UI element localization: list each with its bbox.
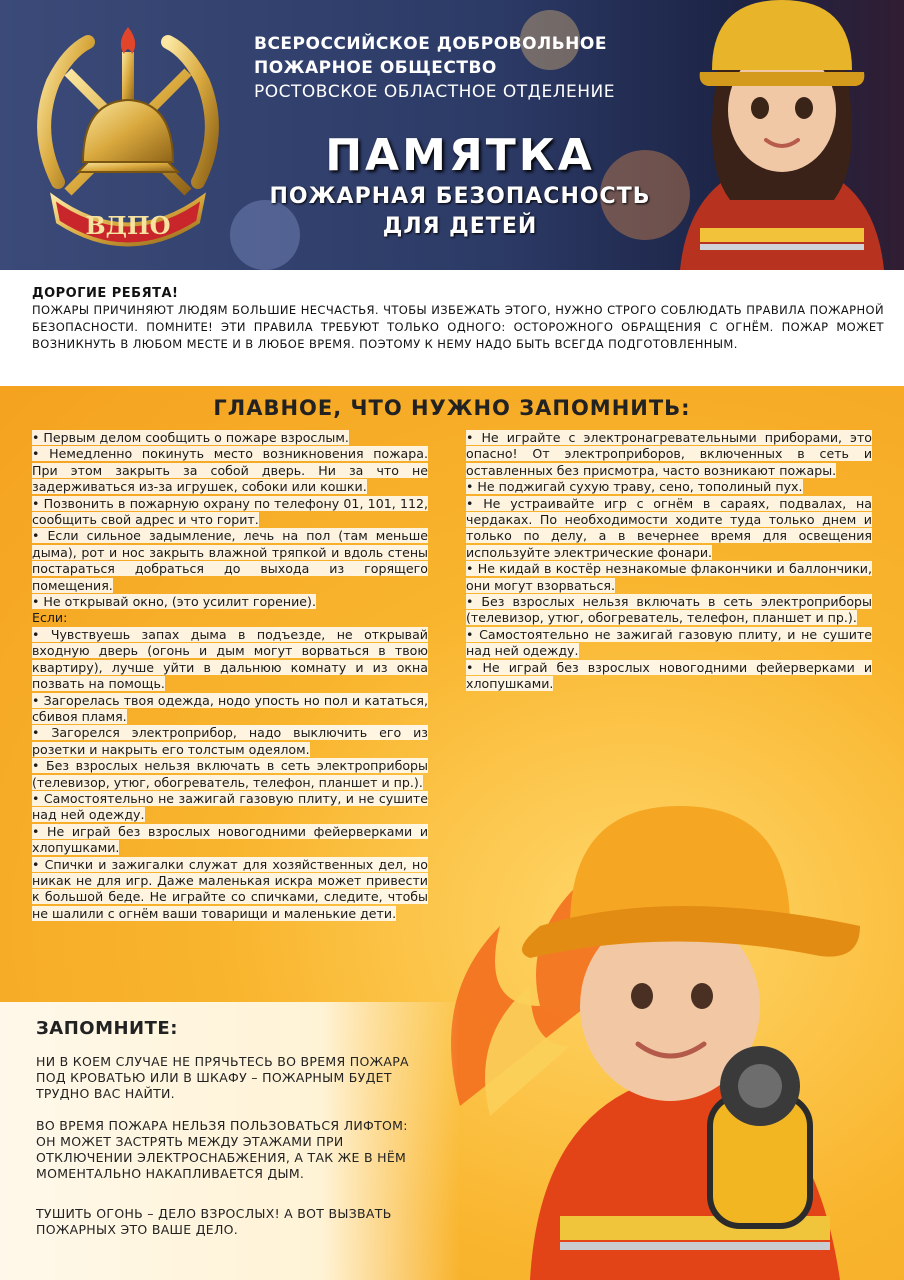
rule-item: • Не играй без взрослых новогодними фейерверками и хлопушками. [466,659,872,692]
rule-subheading: Если: [32,610,68,626]
rule-item: • Немедленно покинуть место возникновения пожара. При этом закрыть за собой дверь. Ни за что не задерживаться из-за игрушек, собоки или кошки. [32,446,428,495]
rule-item: • Не поджигай сухую траву, сено, тополиный пух. [466,479,803,495]
rule-item: • Если сильное задымление, лечь на пол (там меньше дыма), рот и нос закрыть влажной тряпкой и вдоль стены постараться добраться до выхода из горящего помещения. [32,528,428,593]
page-subtitle-line-1: ПОЖАРНАЯ БЕЗОПАСНОСТЬ [269,184,651,209]
org-line-3: РОСТОВСКОЕ ОБЛАСТНОЕ ОТДЕЛЕНИЕ [254,82,615,102]
remember-box [0,1002,460,1280]
intro-section [0,270,904,386]
rule-item: • Самостоятельно не зажигай газовую плиту, и не сушите над ней одежду. [466,626,872,659]
vdpo-emblem-icon [28,22,228,262]
rule-item: • Загорелся электроприбор, надо выключить его из розетки и накрыть его толстым одеялом. [32,725,428,757]
rule-item: • Первым делом сообщить о пожаре взрослым. [32,430,349,445]
org-line-2: ПОЖАРНОЕ ОБЩЕСТВО [254,58,497,78]
rule-item: • Загорелась твоя одежда, нодо упость но пол и кататься, сбивоя плaмя. [32,692,428,724]
page-subtitle-line-2: ДЛЯ ДЕТЕЙ [382,214,538,239]
remember-paragraph-3: ТУШИТЬ ОГОНЬ – ДЕЛО ВЗРОСЛЫХ! А ВОТ ВЫЗВАТЬ ПОЖАРНЫХ ЭТО ВАШЕ ДЕЛО. [36,1206,392,1237]
section-title: ГЛАВНОЕ, ЧТО НУЖНО ЗАПОМНИТЬ: [213,396,691,420]
rule-item: • Не играйте с электронагревательными приборами, это опасно! От электроприборов, включенных в сеть и оставленных без присмотра, часто возникают пожары. [466,430,872,478]
rules-left-column [32,430,428,922]
remember-heading: ЗАПОМНИТЕ: [36,1018,178,1039]
svg-text:ВДПО: ВДПО [85,211,171,240]
girl-firefighter-illustration [660,0,904,270]
page-title-block [230,130,690,242]
rule-item: • Чувствуешь запах дыма в подъезде, не открывай входную дверь (огонь и дым могут ворваться в твою квартиру), лучше уйти в дальнюю комнату и из окна позвать на помощь. [32,626,428,692]
rule-item: • Не играй без взрослых новогодними фейерверками и хлопушками. [32,823,428,856]
rule-item: • Не устраивайте игр с огнём в сараях, подвалах, на чердаках. По необходимости ходите туда только днем и только по делу, а в вечернее время для освещения используйте электрические фонари. [466,495,872,560]
rule-item: • Позвонить в пожарную охрану по телефону 01, 101, 112, сообщить свой адрес и что горит. [32,495,428,528]
page-title: ПАМЯТКА [325,130,595,181]
intro-text: ПОЖАРЫ ПРИЧИНЯЮТ ЛЮДЯМ БОЛЬШИЕ НЕСЧАСТЬЯ. ЧТОБЫ ИЗБЕЖАТЬ ЭТОГО, НУЖНО СТРОГО СОБЛЮДАТЬ ПРАВИЛА ПОЖАРНОЙ БЕЗОПАСНОСТИ. ПОМНИТЕ! ЭТИ ПРАВИЛА ТРЕБУЮТ ТОЛЬКО ОДНОГО: ОСТОРОЖНОГО ОБРАЩЕНИЯ С ОГНЁМ. ПОЖАР МОЖЕТ ВОЗНИКНУТЬ В ЛЮБОМ МЕСТЕ И В ЛЮБОЕ ВРЕМЯ. ПОЭТОМУ К НЕМУ НАДО БЫТЬ ВСЕГДА ПОДГОТОВЛЕННЫМ. [32,303,884,351]
rule-item: • Самостоятельно не зажигай газовую плиту, и не сушите над ней одежду. [32,790,428,823]
main-section [0,386,904,1280]
rule-item: • Не открывай окно, (это усилит горение). [32,594,316,610]
intro-heading: ДОРОГИЕ РЕБЯТА! [32,286,179,301]
remember-paragraph-1: НИ В КОЕМ СЛУЧАЕ НЕ ПРЯЧЬТЕСЬ ВО ВРЕМЯ ПОЖАРА ПОД КРОВАТЬЮ ИЛИ В ШКАФУ – ПОЖАРНЫМ БУДЕТ ТРУДНО ВАС НАЙТИ. [36,1054,409,1101]
boy-firefighter-illustration [420,776,904,1280]
organization-name [254,32,615,104]
rule-item: • Без взрослых нельзя включать в сеть электроприборы (телевизор, утюг, обогреватель, телефон, планшет и пр.). [466,594,872,626]
rule-item: • Не кидай в костёр незнакомые флакончики и баллончики, они могут взорваться. [466,561,872,593]
rule-item: • Спички и зажигалки служат для хозяйственных дел, но никак не для игр. Даже маленькая искра может привести к большой беде. Не играйте со спичками, следите, чтобы не шалили с огнём ваши товарищи и маленькие дети. [32,856,428,921]
header-banner [0,0,904,270]
rule-item: • Без взрослых нельзя включать в сеть электроприборы (телевизор, утюг, обогреватель, телефон, планшет и пр.). [32,758,428,790]
org-line-1: ВСЕРОССИЙСКОЕ ДОБРОВОЛЬНОЕ [254,34,607,54]
rules-right-column [466,430,872,693]
remember-paragraph-2: ВО ВРЕМЯ ПОЖАРА НЕЛЬЗЯ ПОЛЬЗОВАТЬСЯ ЛИФТОМ: ОН МОЖЕТ ЗАСТРЯТЬ МЕЖДУ ЭТАЖАМИ ПРИ ОТКЛЮЧЕНИИ ЭЛЕКТРОСНАБЖЕНИЯ, А ТАК ЖЕ В НЁМ МОМЕНТАЛЬНО НАКАПЛИВАЕТСЯ ДЫМ. [36,1118,408,1181]
